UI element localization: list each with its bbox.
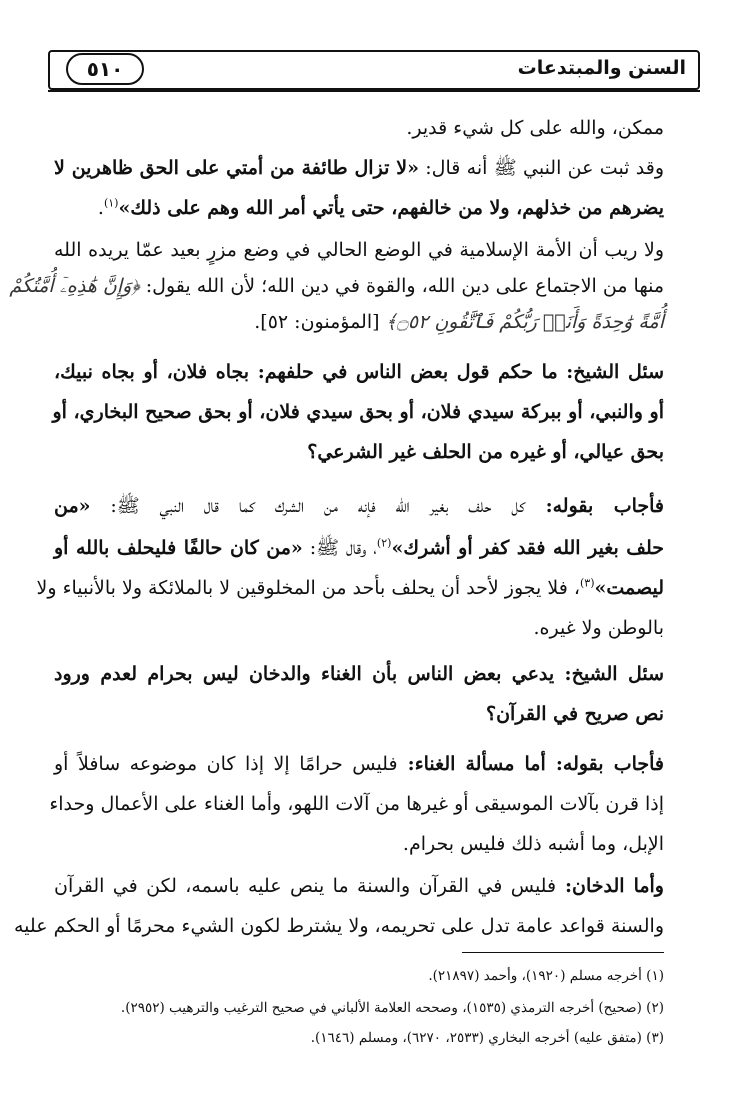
text-span: فأجاب بقوله:: [525, 495, 664, 517]
text-line: [54, 824, 664, 864]
text-span: الإبل، وما أشبه ذلك فليس بحرام.: [402, 833, 664, 855]
text-line: [54, 654, 664, 694]
quran-verse: أُمَّةً وَٰحِدَةً وَأَنَا۠ رَبُّكُمْ فَٱتَّقُونِ ۝٥٢﴾: [385, 311, 664, 333]
text-span: فليس حرامًا إلا إذا كان موضوعه سافلاً أو: [54, 753, 398, 775]
text-span: إذا قرن بآلات الموسيقى أو غيرها من آلات اللهو، وأما الغناء على الأعمال وحداء: [49, 793, 664, 815]
text-line: [54, 694, 664, 734]
text-line: [54, 608, 664, 648]
text-span: سئل الشيخ: ما حكم قول بعض الناس في حلفهم: بجاه فلان، أو بجاه نبيك،: [54, 361, 664, 383]
text-span: أو والنبي، أو ببركة سيدي فلان، أو بحق سيدي فلان، أو بحق صحيح البخاري، أو: [52, 401, 664, 423]
text-span: والسنة قواعد عامة تدل على تحريمه، ولا يشترط لكون الشيء محرمًا أو الحكم عليه: [14, 915, 664, 937]
text-span: فليس في القرآن والسنة ما ينص عليه باسمه، لكن في القرآن: [54, 875, 557, 897]
text-line: [54, 148, 664, 188]
text-line: [54, 486, 664, 526]
quran-verse: ﴿وَإِنَّ هَٰذِهِۦٓ أُمَّتُكُمْ: [9, 275, 140, 297]
text-span: كل حلف بغير الله فإنه من الشرك كما قال النبي ﷺ:: [90, 495, 526, 517]
text-span: «لا تزال طائفة من أمتي على الحق ظاهرين لا: [54, 157, 419, 179]
text-span: «من: [54, 495, 91, 517]
text-span: فأجاب بقوله: أما مسألة الغناء:: [397, 753, 664, 775]
text-span: وأما الدخان:: [556, 875, 664, 897]
footnote: (٢) (صحيح) أخرجه الترمذي (١٥٣٥)، وصححه العلامة الألباني في صحيح الترغيب والترهيب (٢٩٥٢).: [120, 1000, 664, 1016]
text-span: ولا ريب أن الأمة الإسلامية في الوضع الحالي في وضع مزرٍ بعيد عمّا يريده الله: [54, 239, 664, 261]
text-span: نص صريح في القرآن؟: [486, 703, 664, 725]
text-line: [54, 188, 664, 228]
text-span: وقد ثبت عن النبي ﷺ أنه قال:: [418, 157, 665, 179]
text-span: بالوطن ولا غيره.: [533, 617, 664, 639]
text-line: [54, 302, 664, 342]
text-line: [36, 568, 664, 608]
text-span: ، وقال ﷺ:: [302, 537, 377, 559]
text-span: «من كان حالفًا فليحلف بالله أو: [54, 537, 303, 559]
page-number: ٥١٠: [66, 53, 144, 85]
footnote-ref: (١): [103, 196, 119, 210]
header-rule: [48, 90, 700, 92]
text-line: [54, 352, 664, 392]
text-span: منها من الاجتماع على دين الله، والقوة في دين الله؛ لأن الله يقول:: [139, 275, 664, 297]
text-line: [54, 528, 664, 568]
running-title: السنن والمبتدعات: [517, 57, 686, 79]
footnote: (١) أخرجه مسلم (١٩٢٠)، وأحمد (٢١٨٩٧).: [428, 968, 664, 984]
text-span: حلف بغير الله فقد كفر أو أشرك»: [391, 537, 664, 559]
text-line: [14, 906, 664, 946]
footnote-ref: (٣): [579, 576, 595, 590]
footnote-ref: (٢): [376, 536, 392, 550]
text-line: [54, 866, 664, 906]
text-span: سئل الشيخ: يدعي بعض الناس بأن الغناء والدخان ليس بحرام لعدم ورود: [54, 663, 664, 685]
text-line: [54, 108, 664, 148]
text-line: [49, 784, 664, 824]
text-line: [54, 432, 664, 472]
text-line: [9, 266, 664, 306]
text-span: .: [97, 197, 104, 219]
text-line: [54, 744, 664, 784]
text-span: [المؤمنون: ٥٢].: [254, 311, 386, 333]
footnote-rule: [462, 952, 664, 953]
page-header: [48, 50, 700, 92]
text-span: ممكن، والله على كل شيء قدير.: [406, 117, 664, 139]
text-line: [54, 392, 664, 432]
text-span: ليصمت»: [594, 577, 664, 599]
text-span: يضرهم من خذلهم، ولا من خالفهم، حتى يأتي أمر الله وهم على ذلك»: [118, 197, 664, 219]
text-span: ، فلا يجوز لأحد أن يحلف بأحد من المخلوقين لا بالملائكة ولا بالأنبياء ولا: [36, 577, 580, 599]
text-span: بحق عيالي، أو غيره من الحلف غير الشرعي؟: [307, 441, 664, 463]
footnote: (٣) (متفق عليه) أخرجه البخاري (٢٥٣٣، ٦٢٧٠)، ومسلم (١٦٤٦).: [310, 1030, 664, 1046]
text-line: [54, 230, 664, 270]
